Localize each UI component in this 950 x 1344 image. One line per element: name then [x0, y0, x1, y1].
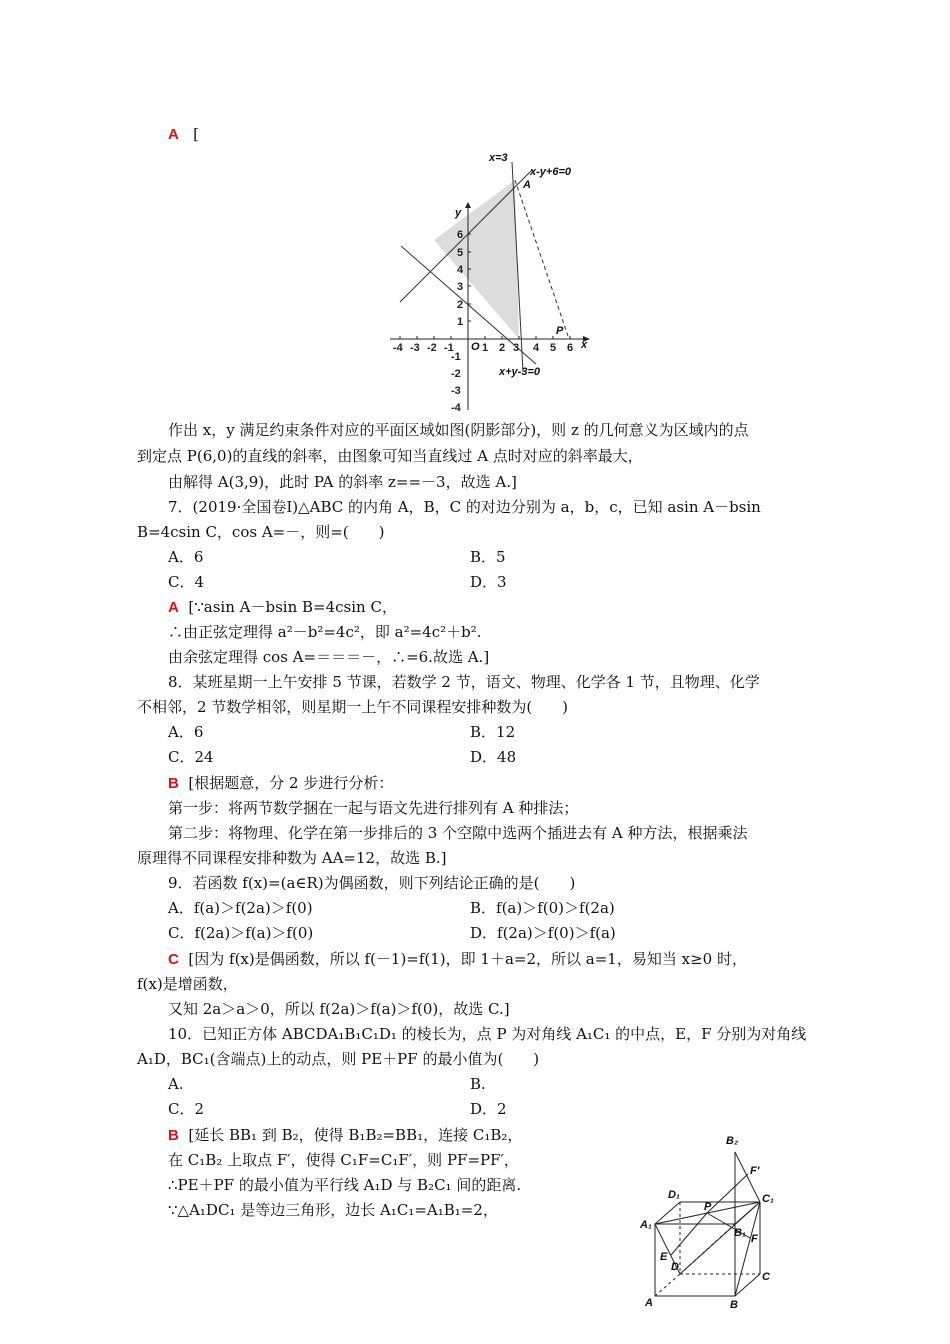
q10-option-a: A. [168, 1075, 184, 1093]
q8-answer-2: 第一步：将两节数学捆在一起与语文先进行排列有 A 种排法； [168, 799, 579, 817]
q8-answer-3: 第二步：将物理、化学在第一步排后的 3 个空隙中选两个插进去有 A 种方法，根据乘法 [168, 824, 748, 842]
x-tick-label: -1 [444, 342, 454, 354]
label-F: F [751, 1233, 758, 1245]
q6-explanation-2: 到定点 P(6,0)的直线的斜率，由图象可知当直线过 A 点时对应的斜率最大， [137, 447, 643, 465]
answer-letter: B [168, 1127, 179, 1144]
q10-answer-2: 在 C₁B₂ 上取点 F′，使得 C₁F=C₁F′，则 PF=PF′， [168, 1151, 519, 1169]
y-tick-label: 1 [457, 316, 464, 328]
answer-letter: C [168, 951, 179, 968]
q10-answer-1 [168, 1125, 522, 1146]
label-E: E [660, 1251, 668, 1263]
label-F-prime: F′ [750, 1165, 760, 1177]
answer-text: [因为 f(x)是偶函数，所以 f(－1)=f(1)，即 1＋a=2，所以 a=1，易知当 x≥0 时， [188, 950, 747, 968]
dashed-line-PA [515, 180, 569, 339]
label-C: C [762, 1271, 770, 1283]
y-tick-label: 6 [457, 229, 464, 241]
constraint-graph [385, 150, 605, 415]
label-B1: B₁ [734, 1227, 746, 1239]
x-tick-label: -3 [410, 342, 420, 354]
label-point-P: P [556, 325, 564, 337]
q9-answer-3: 又知 2a＞a＞0，所以 f(2a)＞f(a)＞f(0)，故选 C.] [168, 1000, 510, 1018]
label-y-axis: y [455, 207, 462, 219]
q8-stem-2: 不相邻，2 节数学相邻，则星期一上午不同课程安排种数为( ) [137, 698, 569, 716]
q7-option-a: A．6 [168, 548, 204, 566]
x-tick-label: -2 [427, 342, 437, 354]
q7-answer-3: 由余弦定理得 cos A=＝＝＝－，∴=6.故选 A.] [168, 648, 490, 666]
q6-explanation-1: 作出 x，y 满足约束条件对应的平面区域如图(阴影部分)，则 z 的几何意义为区域内的点 [168, 421, 749, 439]
label-D1: D₁ [668, 1189, 680, 1201]
q8-option-c: C．24 [168, 748, 214, 766]
label-point-A: A [523, 179, 531, 191]
x-tick-label: 1 [482, 342, 489, 354]
y-tick-label: -2 [451, 368, 461, 380]
q10-answer-3: ∴PE＋PF 的最小值为平行线 A₁D 与 B₂C₁ 间的距离. [168, 1176, 522, 1194]
q10-option-d: D．2 [470, 1100, 507, 1118]
q7-stem-1: 7．(2019·全国卷Ⅰ)△ABC 的内角 A，B，C 的对边分别为 a，b，c，已知 asin A－bsin [168, 498, 761, 516]
label-A1: A₁ [640, 1219, 652, 1231]
label-origin: O [471, 341, 480, 353]
label-x-axis: x [581, 339, 588, 351]
q9-stem-1: 9．若函数 f(x)=(a∈R)为偶函数，则下列结论正确的是( ) [168, 874, 576, 892]
q6-explanation-3: 由解得 A(3,9)，此时 PA 的斜率 z==－3，故选 A.] [168, 473, 517, 491]
q8-option-d: D．48 [470, 748, 517, 766]
feasible-region [434, 180, 519, 339]
label-line2: x+y-3=0 [499, 366, 540, 378]
x-tick-label: 5 [550, 342, 557, 354]
answer-letter: A [168, 126, 179, 143]
label-D: D [671, 1261, 679, 1273]
label-A: A [645, 1297, 653, 1309]
q9-option-a: A．f(a)＞f(2a)＞f(0) [168, 899, 313, 917]
q8-option-a: A．6 [168, 723, 204, 741]
q7-stem-2: B=4csin C，cos A=－，则=( ) [137, 523, 385, 541]
q9-option-d: D．f(2a)＞f(0)＞f(a) [470, 924, 616, 942]
q8-stem-1: 8．某班星期一上午安排 5 节课，若数学 2 节，语文、物理、化学各 1 节，且物理、化学 [168, 673, 760, 691]
answer-text: [延长 BB₁ 到 B₂，使得 B₁B₂=BB₁，连接 C₁B₂， [188, 1126, 523, 1144]
answer-letter: B [168, 775, 179, 792]
q10-option-c: C．2 [168, 1100, 205, 1118]
y-tick-label: 4 [457, 264, 464, 276]
q6-answer-line [168, 124, 199, 145]
q10-answer-4: ∵△A₁DC₁ 是等边三角形，边长 A₁C₁=A₁B₁=2， [168, 1201, 498, 1219]
q10-option-b: B. [470, 1075, 486, 1093]
y-axis-arrow [465, 202, 471, 208]
label-B: B [730, 1299, 738, 1310]
q8-option-b: B．12 [470, 723, 516, 741]
x-tick-label: 6 [567, 342, 574, 354]
q9-option-c: C．f(2a)＞f(a)＞f(0) [168, 924, 314, 942]
label-C1: C₁ [762, 1193, 774, 1205]
q7-option-d: D．3 [470, 573, 507, 591]
y-tick-label: -3 [451, 385, 461, 397]
q9-answer-2: f(x)是增函数， [137, 975, 238, 993]
answer-text: [∵asin A－bsin B=4csin C， [188, 598, 397, 616]
x-tick-label: 4 [533, 342, 540, 354]
answer-letter: A [168, 599, 179, 616]
q7-option-b: B．5 [470, 548, 506, 566]
cube-figure [638, 1130, 788, 1310]
x-tick-label: -4 [393, 342, 403, 354]
q10-stem-1: 10．已知正方体 ABCDA₁B₁C₁D₁ 的棱长为，点 P 为对角线 A₁C₁ 的中点，E，F 分别为对角线 [168, 1025, 807, 1043]
answer-bracket: [ [193, 125, 200, 143]
y-tick-label: -4 [451, 402, 461, 414]
answer-text: [根据题意，分 2 步进行分析： [188, 774, 394, 792]
q7-option-c: C．4 [168, 573, 205, 591]
q7-answer-2: ∴由正弦定理得 a²－b²=4c²，即 a²=4c²＋b². [168, 623, 482, 641]
y-tick-label: 3 [457, 281, 464, 293]
q9-option-b: B．f(a)＞f(0)＞f(2a) [470, 899, 615, 917]
q8-answer-4: 原理得不同课程安排种数为 AA=12，故选 B.] [137, 849, 447, 867]
x-tick-label: 3 [513, 342, 520, 354]
label-x-equals-3: x=3 [489, 152, 508, 164]
label-line1: x-y+6=0 [530, 166, 571, 178]
label-P: P [704, 1201, 712, 1213]
y-tick-label: 5 [457, 247, 464, 259]
y-tick-label: 2 [457, 299, 464, 311]
y-tick-label: -1 [451, 351, 461, 363]
q9-answer-1 [168, 949, 747, 970]
q10-stem-2: A₁D，BC₁(含端点)上的动点，则 PE＋PF 的最小值为( ) [137, 1050, 540, 1068]
q8-answer-1 [168, 773, 393, 794]
label-B2: B₂ [726, 1135, 739, 1147]
q7-answer-1 [168, 597, 397, 618]
x-tick-label: 2 [499, 342, 506, 354]
